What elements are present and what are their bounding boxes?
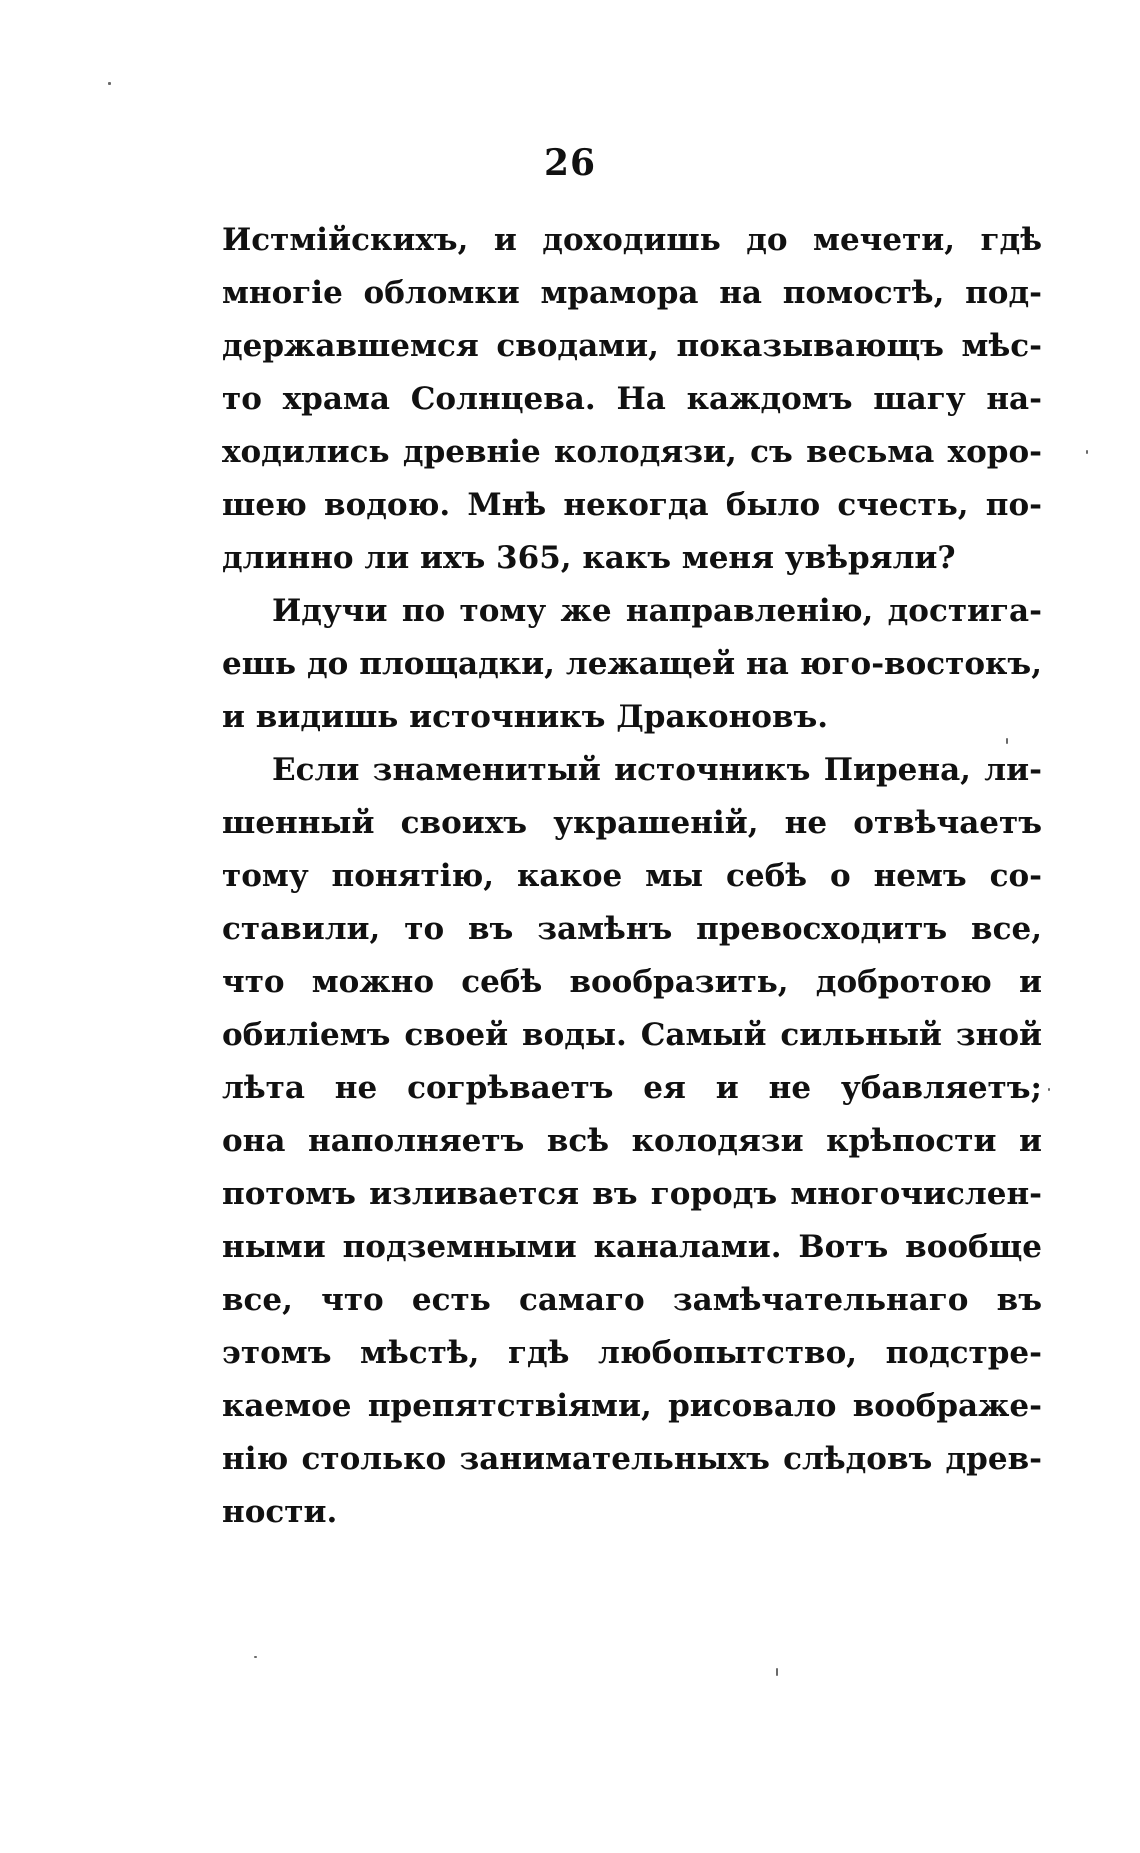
text-line: то храма Солнцева. На каждомъ шагу на- <box>222 381 1042 417</box>
text-line: ешь до площадки, лежащей на юго-востокъ, <box>222 646 1042 682</box>
scan-speck <box>1006 738 1008 744</box>
text-line: шенный своихъ украшеній, не отвѣчаетъ <box>222 805 1042 841</box>
scan-speck <box>1048 1088 1050 1091</box>
page-number: 26 <box>543 142 597 184</box>
body-text <box>222 214 1042 1539</box>
text-line: Идучи по тому же направленію, достига- <box>272 593 1042 629</box>
text-line: ности. <box>222 1494 338 1530</box>
text-line: этомъ мѣстѣ, гдѣ любопытство, подстре- <box>222 1335 1042 1371</box>
text-line: потомъ изливается въ городъ многочислен- <box>222 1176 1042 1212</box>
scan-speck <box>254 1656 257 1658</box>
text-line: Если знаменитый источникъ Пирена, ли- <box>272 752 1042 788</box>
text-line: ными подземными каналами. Вотъ вообще <box>222 1229 1042 1265</box>
text-line: ходились древніе колодязи, съ весьма хоро- <box>222 434 1042 470</box>
text-line: ставили, то въ замѣнъ превосходитъ все, <box>222 911 1042 947</box>
scan-speck <box>108 82 111 85</box>
text-line: каемое препятствіями, рисовало воображе- <box>222 1388 1042 1424</box>
text-line: Истмійскихъ, и доходишь до мечети, гдѣ <box>222 222 1042 258</box>
text-line: длинно ли ихъ 365, какъ меня увѣряли? <box>222 540 956 576</box>
text-line: нію столько занимательныхъ слѣдовъ древ- <box>222 1441 1042 1477</box>
text-line: что можно себѣ вообразить, добротою и <box>222 964 1042 1000</box>
scan-speck <box>1086 450 1088 454</box>
text-line: тому понятію, какое мы себѣ о немъ со- <box>222 858 1042 894</box>
text-line: обиліемъ своей воды. Самый сильный зной <box>222 1017 1042 1053</box>
text-line: лѣта не согрѣваетъ ея и не убавляетъ; <box>222 1070 1042 1106</box>
text-line: все, что есть самаго замѣчательнаго въ <box>222 1282 1042 1318</box>
text-line: и видишь источникъ Драконовъ. <box>222 699 829 735</box>
text-line: она наполняетъ всѣ колодязи крѣпости и <box>222 1123 1042 1159</box>
text-line: державшемся сводами, показывающъ мѣс- <box>222 328 1042 364</box>
text-line: шею водою. Мнѣ некогда было счесть, по- <box>222 487 1042 523</box>
scan-speck <box>776 1668 778 1676</box>
text-line: многіе обломки мрамора на помостѣ, под- <box>222 275 1042 311</box>
